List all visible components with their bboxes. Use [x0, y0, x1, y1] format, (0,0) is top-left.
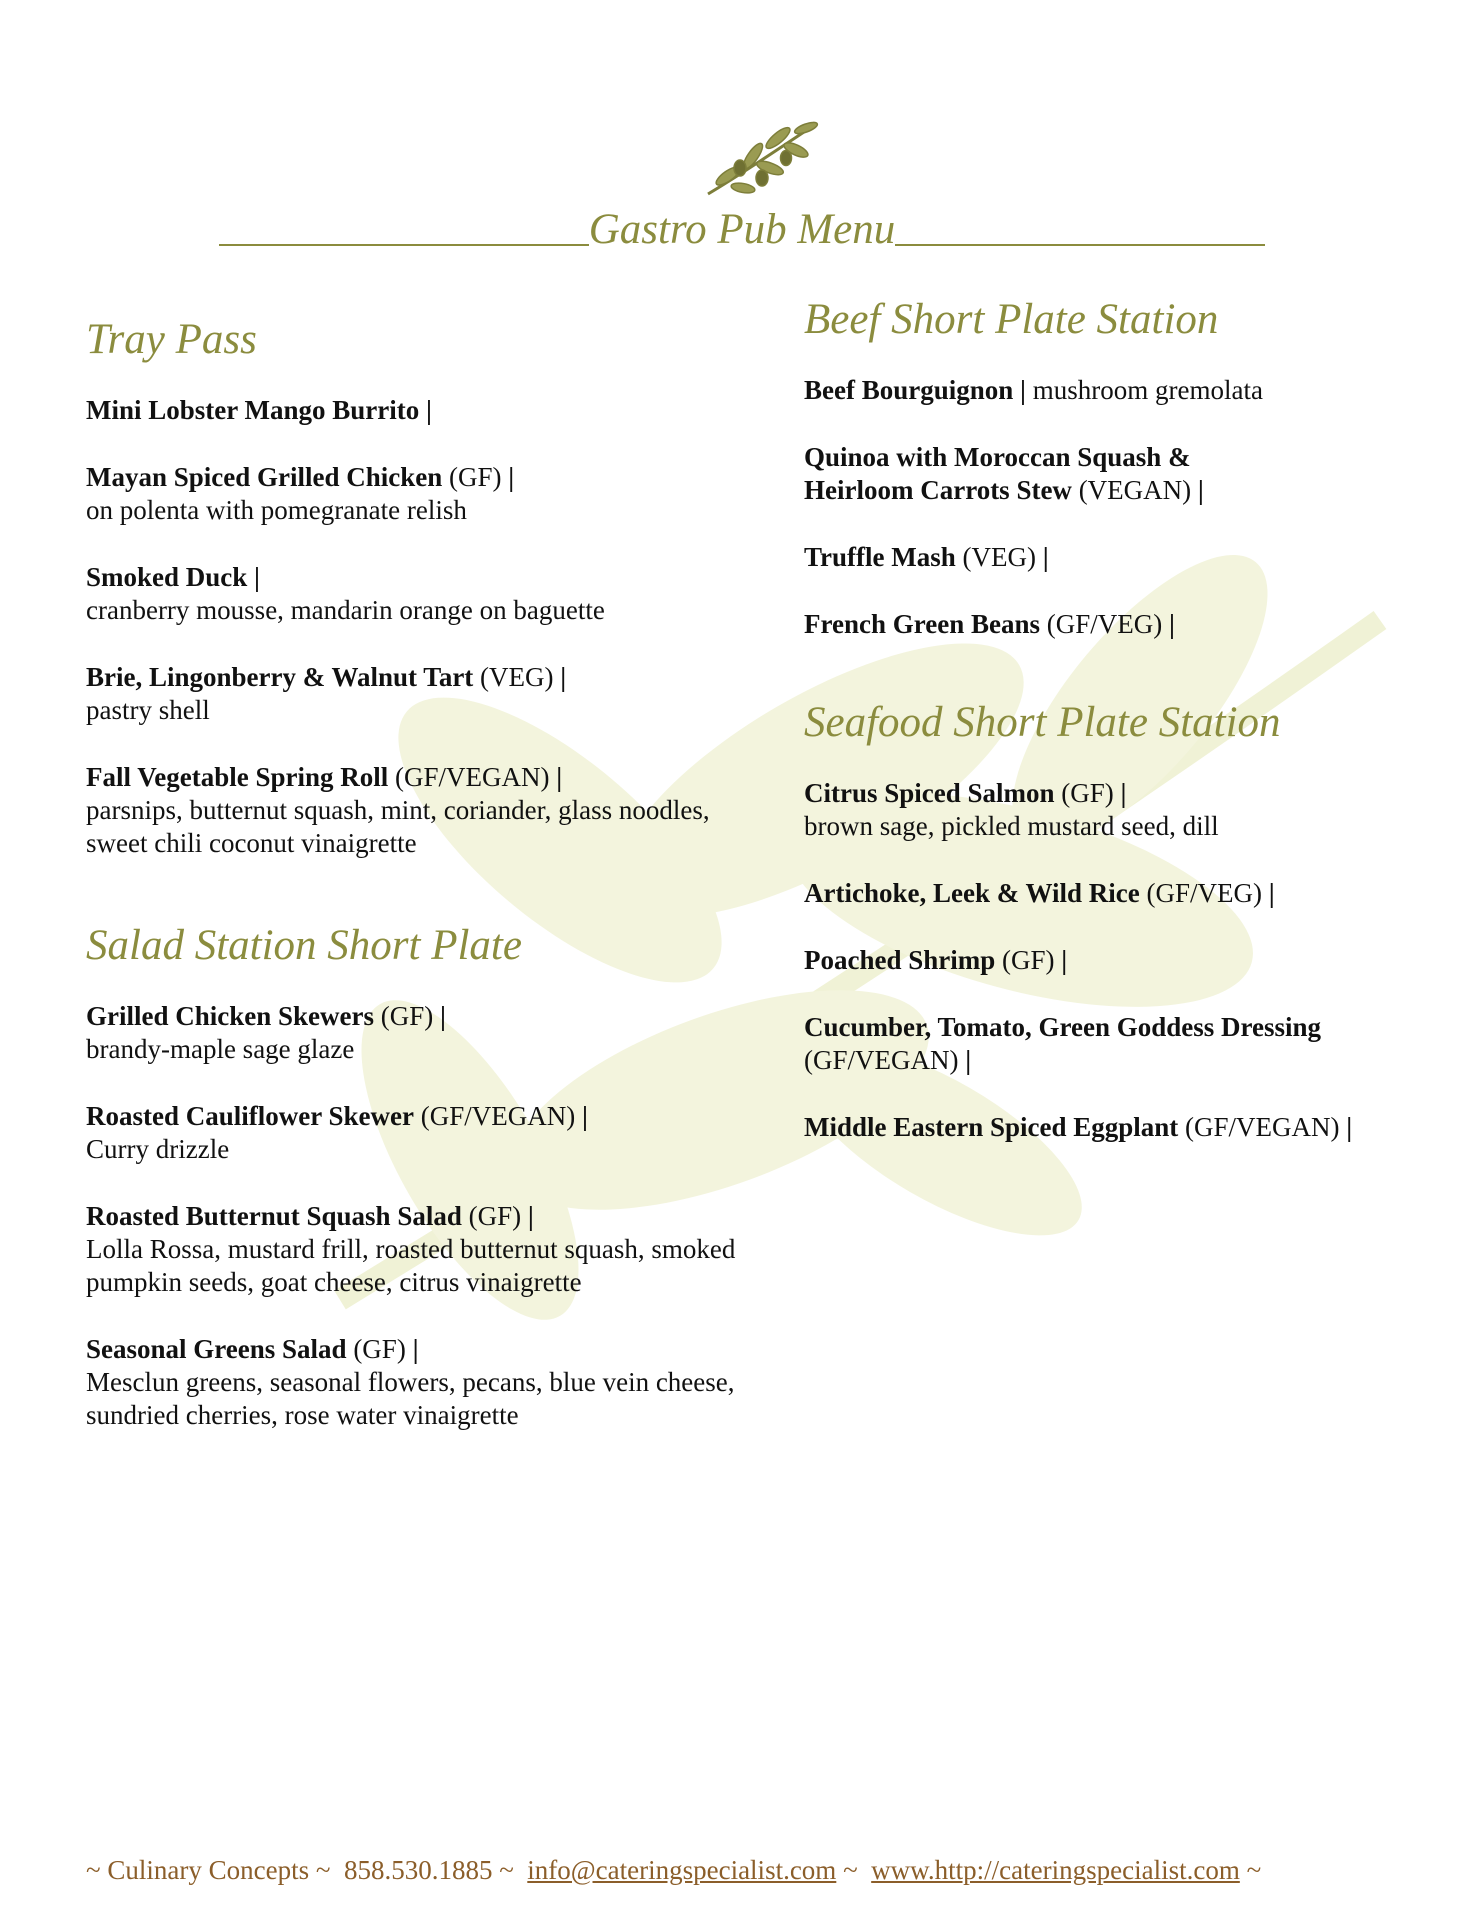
item-separator: | [426, 395, 432, 425]
item-name: Grilled Chicken Skewers [86, 1001, 374, 1031]
item-diet-tag: (GF/VEGAN) [420, 1101, 576, 1131]
item-separator: | [1268, 878, 1275, 908]
menu-item [804, 1011, 1404, 1077]
item-name: Mini Lobster Mango Burrito [86, 395, 420, 425]
title-rule-left [219, 200, 589, 246]
item-description: brandy-maple sage glaze [86, 1034, 355, 1064]
item-description: mushroom gremolata [1032, 375, 1263, 405]
olive-branch-icon [698, 116, 828, 206]
menu-item [804, 608, 1444, 641]
item-diet-tag: (GF) [353, 1334, 406, 1364]
item-name: Truffle Mash [804, 542, 956, 572]
page-title [0, 200, 1484, 260]
menu-item [804, 1111, 1444, 1144]
item-separator: | [508, 462, 515, 492]
item-name: Smoked Duck [86, 562, 248, 592]
menu-item [86, 761, 746, 860]
menu-item [86, 1200, 746, 1299]
footer-email-link[interactable]: info@cateringspecialist.com [527, 1855, 837, 1885]
section-heading-salad-station: Salad Station Short Plate [86, 922, 522, 969]
menu-item [804, 877, 1444, 910]
item-diet-tag: (GF/VEG) [1046, 609, 1163, 639]
item-name: Fall Vegetable Spring Roll [86, 762, 389, 792]
left-column [86, 312, 746, 1466]
item-separator: | [1197, 475, 1204, 505]
item-description: cranberry mousse, mandarin orange on baguette [86, 595, 605, 625]
item-diet-tag: (GF/VEG) [1146, 878, 1262, 908]
footer-website-link[interactable]: www.http://cateringspecialist.com [871, 1855, 1240, 1885]
footer-separator: ~ [1246, 1855, 1262, 1885]
item-diet-tag: (GF/VEGAN) [804, 1045, 959, 1075]
item-name: Seasonal Greens Salad [86, 1334, 347, 1364]
item-separator: | [527, 1201, 534, 1231]
item-separator: | [581, 1101, 588, 1131]
section-heading-seafood-station: Seafood Short Plate Station [804, 699, 1281, 746]
item-separator: | [1346, 1112, 1353, 1142]
item-diet-tag: (GF) [1002, 945, 1055, 975]
right-column [804, 292, 1444, 1178]
menu-item [86, 1000, 746, 1066]
item-separator: | [1120, 778, 1127, 808]
item-name: Roasted Butternut Squash Salad [86, 1201, 462, 1231]
item-separator: | [965, 1045, 972, 1075]
menu-item [804, 441, 1244, 507]
item-name: Beef Bourguignon [804, 375, 1014, 405]
item-separator: | [254, 562, 260, 592]
item-name: Citrus Spiced Salmon [804, 778, 1055, 808]
item-separator: | [556, 762, 563, 792]
item-separator: | [560, 662, 567, 692]
menu-item [86, 661, 746, 727]
item-name: Artichoke, Leek & Wild Rice [804, 878, 1140, 908]
item-description: Mesclun greens, seasonal flowers, pecans, blue vein cheese, sundried cherries, rose water vinaigrette [86, 1367, 735, 1430]
item-name: Mayan Spiced Grilled Chicken [86, 462, 443, 492]
section-heading-beef-station: Beef Short Plate Station [804, 296, 1219, 343]
menu-item [804, 777, 1444, 843]
item-diet-tag: (VEG) [962, 542, 1036, 572]
item-name: Middle Eastern Spiced Eggplant [804, 1112, 1179, 1142]
menu-item [86, 461, 746, 527]
item-diet-tag: (GF) [1061, 778, 1114, 808]
menu-item [804, 374, 1444, 407]
title-rule-right [895, 200, 1265, 246]
item-name: Cucumber, Tomato, Green Goddess Dressing [804, 1012, 1322, 1042]
title-text: Gastro Pub Menu [588, 206, 896, 253]
item-name: Roasted Cauliflower Skewer [86, 1101, 414, 1131]
item-separator: | [1061, 945, 1068, 975]
menu-item [86, 1333, 746, 1432]
footer-company: ~ Culinary Concepts ~ [86, 1855, 331, 1885]
item-diet-tag: (GF/VEGAN) [1185, 1112, 1340, 1142]
footer-separator: ~ [499, 1855, 514, 1885]
item-description: pastry shell [86, 695, 210, 725]
menu-item [804, 541, 1444, 574]
item-separator: | [412, 1334, 419, 1364]
item-name: Poached Shrimp [804, 945, 996, 975]
section-heading-tray-pass: Tray Pass [86, 316, 257, 363]
menu-item [86, 1100, 746, 1166]
item-name: Quinoa with Moroccan Squash & Heirloom Carrots Stew [804, 442, 1191, 505]
item-name: Brie, Lingonberry & Walnut Tart [86, 662, 474, 692]
item-diet-tag: (GF) [468, 1201, 522, 1231]
item-separator: | [1042, 542, 1049, 572]
footer-phone: 858.530.1885 [343, 1855, 493, 1885]
item-diet-tag: (VEG) [480, 662, 554, 692]
item-diet-tag: (GF/VEGAN) [395, 762, 550, 792]
footer-contact [86, 1852, 1261, 1888]
menu-item [804, 944, 1444, 977]
item-description: Lolla Rossa, mustard frill, roasted butternut squash, smoked pumpkin seeds, goat cheese, citrus vinaigrette [86, 1234, 736, 1297]
menu-item [86, 561, 746, 627]
item-name: French Green Beans [804, 609, 1040, 639]
item-description: parsnips, butternut squash, mint, coriander, glass noodles, sweet chili coconut vinaigrette [86, 795, 710, 858]
item-separator: | [440, 1001, 446, 1031]
item-description: brown sage, pickled mustard seed, dill [804, 811, 1219, 841]
item-description: on polenta with pomegranate relish [86, 495, 467, 525]
item-separator: | [1020, 375, 1026, 405]
item-diet-tag: (GF) [449, 462, 502, 492]
item-separator: | [1169, 609, 1175, 639]
item-diet-tag: (GF) [380, 1001, 434, 1031]
menu-item [86, 394, 746, 427]
item-diet-tag: (VEGAN) [1078, 475, 1192, 505]
footer-separator: ~ [843, 1855, 858, 1885]
item-description: Curry drizzle [86, 1134, 230, 1164]
